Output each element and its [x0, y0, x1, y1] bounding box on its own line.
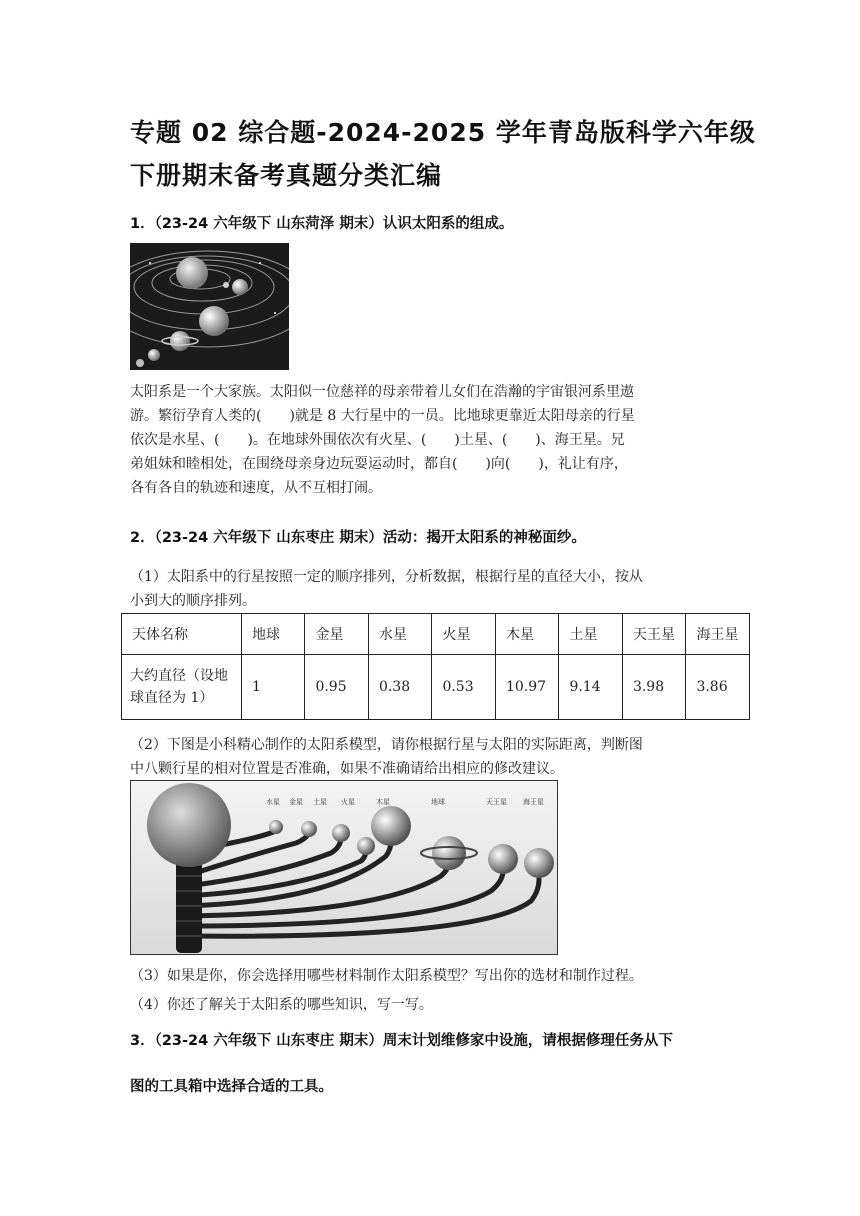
model-label: 木星	[376, 798, 390, 806]
table-cell: 土星	[559, 614, 623, 655]
table-row-label	[122, 655, 242, 720]
model-label: 土星	[313, 798, 327, 806]
table-cell: 水星	[368, 614, 432, 655]
question-3-heading: 3．（23-24 六年级下 山东枣庄 期末）周末计划维修家中设施，请根据修理任务从下	[130, 1033, 673, 1049]
paragraph-line: （2）下图是小科精心制作的太阳系模型，请你根据行星与太阳的实际距离，判断图	[130, 737, 643, 753]
table-cell: 地球	[241, 614, 305, 655]
question-3-heading-line-2: 图的工具箱中选择合适的工具。	[130, 1079, 333, 1095]
paragraph-line: （1）太阳系中的行星按照一定的顺序排列，分析数据，根据行星的直径大小，按从	[130, 569, 643, 585]
paragraph-line: 小到大的顺序排列。	[130, 593, 256, 609]
question-1-heading: 1．（23-24 六年级下 山东菏泽 期末）认识太阳系的组成。	[130, 216, 514, 232]
table-cell: 0.38	[368, 655, 432, 720]
table-row	[122, 655, 750, 720]
model-label: 海王星	[523, 798, 544, 806]
model-label: 火星	[341, 798, 355, 806]
table-cell: 0.53	[432, 655, 496, 720]
table-cell: 0.95	[305, 655, 369, 720]
solar-system-model-photo	[130, 780, 558, 955]
table-cell: 10.97	[495, 655, 559, 720]
question-2-part-4: （4）你还了解关于太阳系的哪些知识，写一写。	[130, 997, 433, 1013]
table-cell: 3.86	[686, 655, 750, 720]
table-cell: 天王星	[622, 614, 686, 655]
row-label-line: 球直径为 1）	[130, 690, 214, 706]
solar-system-photo	[130, 243, 289, 370]
question-2-part-3: （3）如果是你，你会选择用哪些材料制作太阳系模型？写出你的选材和制作过程。	[130, 968, 643, 984]
table-cell: 3.98	[622, 655, 686, 720]
planet-diameter-table	[121, 613, 750, 720]
table-cell: 9.14	[559, 655, 623, 720]
question-2-part-2	[130, 733, 730, 781]
table-cell: 1	[241, 655, 305, 720]
table-header-cell: 天体名称	[122, 614, 242, 655]
table-cell: 海王星	[686, 614, 750, 655]
paragraph-line: 太阳系是一个大家族。太阳似一位慈祥的母亲带着儿女们在浩瀚的宇宙银河系里遨	[130, 384, 634, 400]
model-label: 地球	[431, 798, 445, 806]
model-label: 水星	[266, 798, 280, 806]
table-cell: 木星	[495, 614, 559, 655]
question-2-heading: 2．（23-24 六年级下 山东枣庄 期末）活动：揭开太阳系的神秘面纱。	[130, 530, 586, 546]
document-title-line-2: 下册期末备考真题分类汇编	[130, 161, 443, 190]
paragraph-line: 依次是水星、( )。在地球外围依次有火星、( )土星、( )、海王星。兄	[130, 432, 625, 448]
table-cell: 火星	[432, 614, 496, 655]
paragraph-line: 中八颗行星的相对位置是否准确，如果不准确请给出相应的修改建议。	[130, 761, 564, 777]
model-label: 金星	[289, 798, 303, 806]
model-label: 天王星	[486, 798, 507, 806]
document-title-line-1: 专题 02 综合题-2024-2025 学年青岛版科学六年级	[130, 118, 756, 147]
paragraph-line: 各有各自的轨迹和速度，从不互相打闹。	[130, 480, 382, 496]
question-2-part-1	[130, 565, 730, 613]
paragraph-line: 游。繁衍孕育人类的( )就是 8 大行星中的一员。比地球更靠近太阳母亲的行星	[130, 408, 635, 424]
table-row	[122, 614, 750, 655]
row-label-line: 大约直径（设地	[130, 668, 228, 684]
question-1-paragraph	[130, 380, 730, 500]
table-cell: 金星	[305, 614, 369, 655]
paragraph-line: 弟姐妹和睦相处，在围绕母亲身边玩耍运动时，都自( )向( )，礼让有序，	[130, 456, 628, 472]
